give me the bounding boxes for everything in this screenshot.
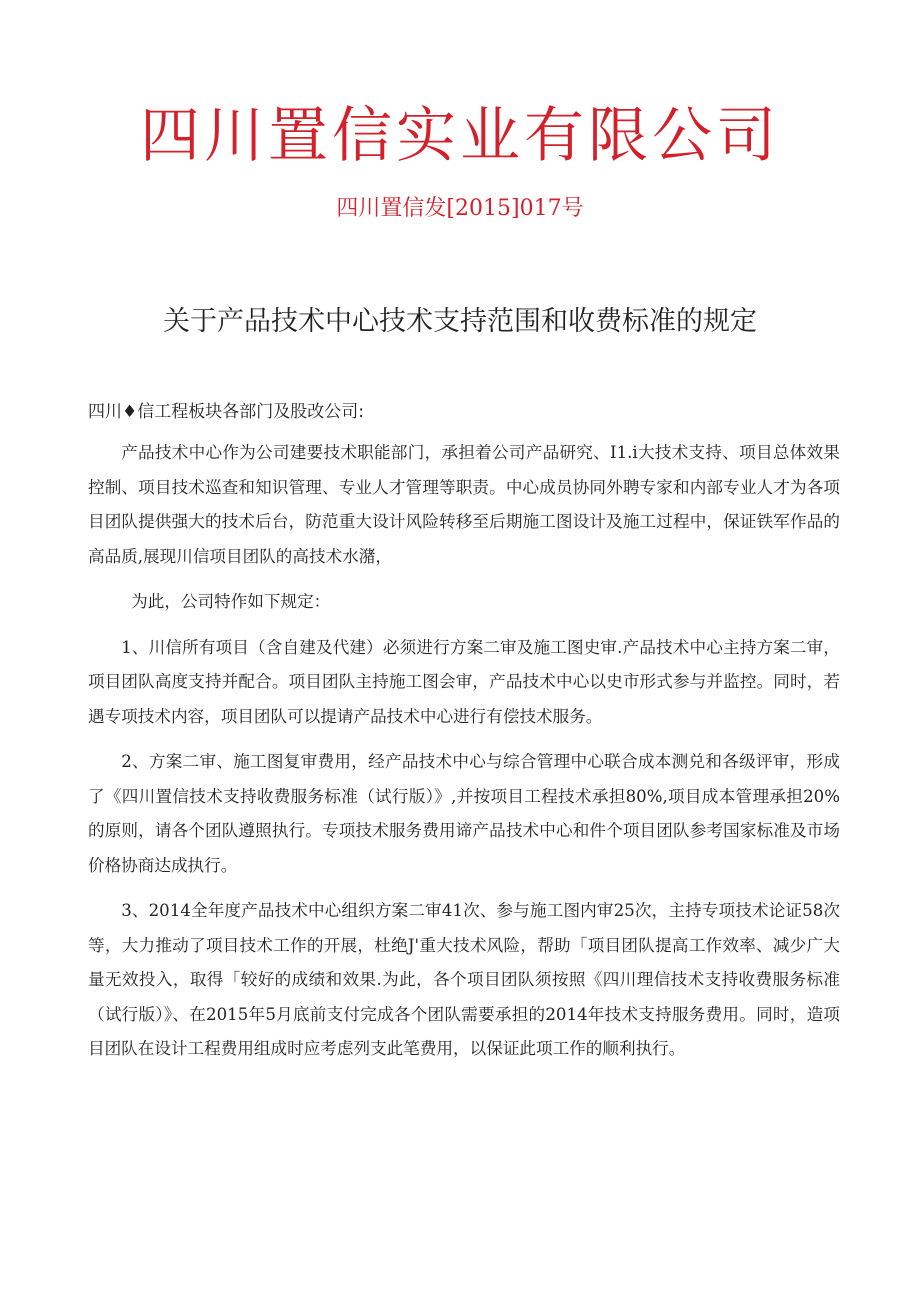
company-name: 四川置信实业有限公司: [140, 101, 780, 171]
paragraph-item-1: 1、川信所有项目（含自建及代建）必须进行方案二审及施工图史审.产品技术中心主持方案二审，项目团队高度支持并配合。项目团队主持施工图会审，产品技术中心以史市形式参与并监控。同时，若遇专项技术内容，项目团队可以提请产品技术中心进行有偿技术服务。: [88, 637, 840, 726]
paragraph-item-2: 2、方案二审、施工图复审费用，经产品技术中心与综合管理中心联合成本测兑和各级评审，形成了《四川置信技术支持收费服务标准（试行版）》,并按项目工程技术承担80%,项目成本管理承担20%的原则，请各个团队遵照执行。专项技术服务费用谛产品技术中心和件个项目团队参考国家标准及市场价格协商达成执行。: [88, 752, 840, 875]
document-title: 关于产品技术中心技术支持范围和收费标准的规定: [163, 306, 757, 337]
paragraph-preamble: 为此，公司特作如下规定：: [131, 592, 331, 611]
paragraph-item-3: 3、2014全年度产品技术中心组织方案二审41次、参与施工图内审25次，主持专项技术论证58次等，大力推动了项目技术工作的开展，杜绝J'重大技术风险，帮助「项目团队提高工作效率、减少广大量无效投入，取得「较好的成绩和效果.为此，各个项目团队须按照《四川理信技术支持收费服务标准（试行版）》、在2015年5月底前支付完成各个团队需要承担的2014年技术支持服务费用。同时，造项目团队在设计工程费用组成时应考虑列支此笔费用，以保证此项工作的顺利执行。: [88, 901, 840, 1058]
document-number: 四川置信发[2015]017号: [336, 196, 584, 221]
document-body: [88, 436, 840, 1078]
paragraph-intro: 产品技术中心作为公司建要技术职能部门，承担着公司产品研究、I1.i大技术支持、项目总体效果控制、项目技术巡查和知识管理、专业人才管理等职责。中心成员协同外聘专家和内部专业人才为各项目团队提供强大的技术后台，防范重大设计风险转移至后期施工图设计及施工过程中，保证铁军作品的高品质,展现川信项目团队的高技术水潴，: [88, 443, 840, 566]
addressee: 四川♦信工程板块各部门及股改公司:: [88, 402, 364, 422]
